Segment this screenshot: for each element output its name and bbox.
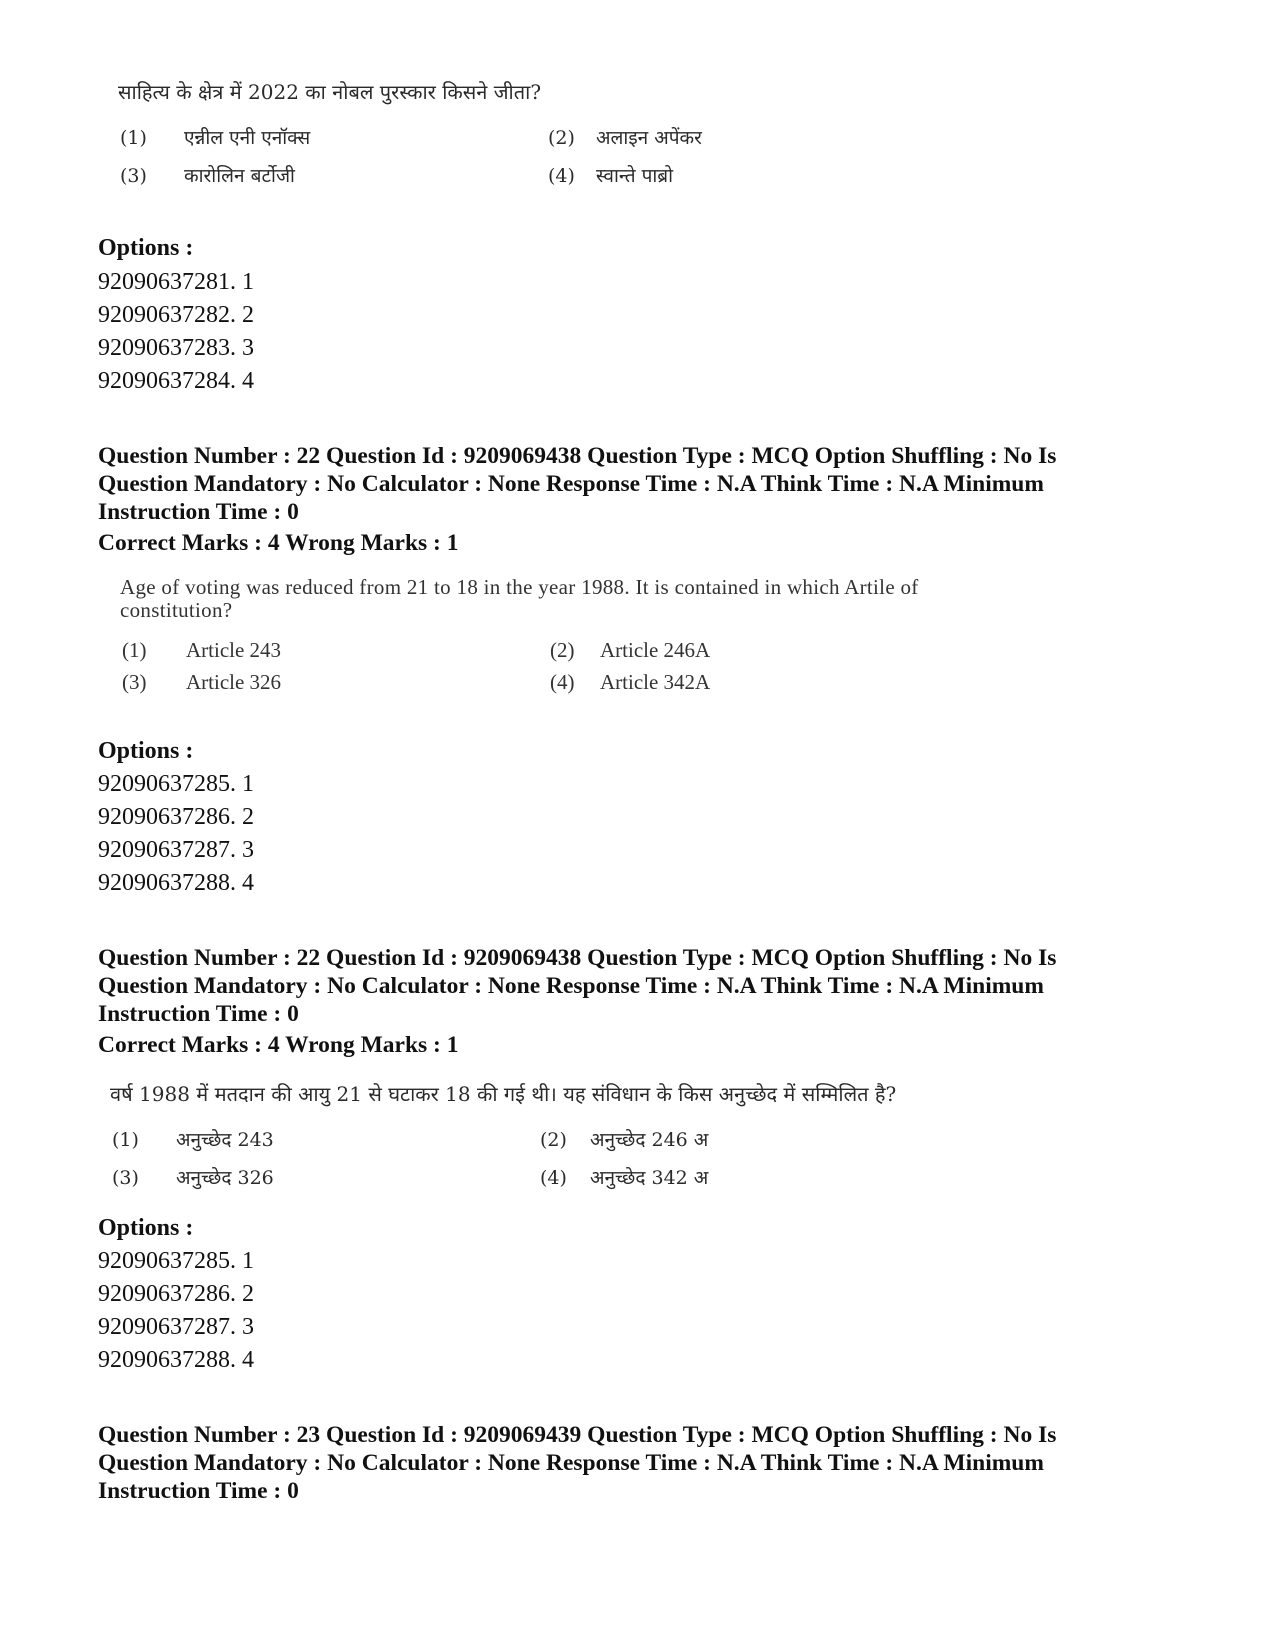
options-title: Options : <box>98 235 194 261</box>
question-text: Age of voting was reduced from 21 to 18 in the year 1988. It is contained in which Artile of <box>120 575 919 599</box>
option-id-line: 92090637283. 3 <box>98 335 254 361</box>
option-id-line: 92090637284. 4 <box>98 368 254 394</box>
option-4: (4) स्वान्ते पाब्रो <box>548 165 674 187</box>
option-id-line: 92090637286. 2 <box>98 1281 254 1307</box>
question-header-line: Question Number : 23 Question Id : 9209069439 Question Type : MCQ Option Shuffling : No Is <box>98 1422 1057 1448</box>
question-header-line: Question Number : 22 Question Id : 9209069438 Question Type : MCQ Option Shuffling : No Is <box>98 945 1057 971</box>
question-text: वर्ष 1988 में मतदान की आयु 21 से घटाकर 18 की गई थी। यह संविधान के किस अनुच्छेद में सम्मिलित है? <box>110 1082 897 1106</box>
option-2: (2) Article 246A <box>550 638 711 662</box>
question-header-line: Instruction Time : 0 <box>98 499 299 525</box>
option-4: (4) अनुच्छेद 342 अ <box>540 1167 709 1189</box>
question-header-line: Question Mandatory : No Calculator : None Response Time : N.A Think Time : N.A Minimum <box>98 1450 1044 1476</box>
question-header-line: Question Mandatory : No Calculator : None Response Time : N.A Think Time : N.A Minimum <box>98 973 1044 999</box>
question-text: constitution? <box>120 598 233 622</box>
question-image-q22-hi <box>110 1080 930 1200</box>
option-2: (2) अनुच्छेद 246 अ <box>540 1129 709 1151</box>
question-header-line: Question Number : 22 Question Id : 9209069438 Question Type : MCQ Option Shuffling : No Is <box>98 443 1057 469</box>
question-image-q21 <box>118 78 758 188</box>
option-id-line: 92090637288. 4 <box>98 870 254 896</box>
option-id-line: 92090637285. 1 <box>98 771 254 797</box>
option-id-line: 92090637286. 2 <box>98 804 254 830</box>
option-1: (1) एन्नील एनी एनॉक्स <box>120 127 311 149</box>
question-header-line: Question Mandatory : No Calculator : None Response Time : N.A Think Time : N.A Minimum <box>98 471 1044 497</box>
option-1: (1) Article 243 <box>122 638 282 662</box>
marks-line: Correct Marks : 4 Wrong Marks : 1 <box>98 1032 459 1058</box>
question-header <box>98 944 1178 1028</box>
option-id-line: 92090637285. 1 <box>98 1248 254 1274</box>
question-image-q22-en <box>120 575 1020 695</box>
options-title: Options : <box>98 1215 194 1241</box>
option-id-line: 92090637281. 1 <box>98 269 254 295</box>
question-header <box>98 1421 1178 1505</box>
question-header-line: Instruction Time : 0 <box>98 1001 299 1027</box>
option-3: (3) Article 326 <box>122 670 282 694</box>
options-title: Options : <box>98 738 194 764</box>
option-id-line: 92090637282. 2 <box>98 302 254 328</box>
option-2: (2) अलाइन अपेंकर <box>548 127 702 149</box>
question-header <box>98 442 1178 526</box>
option-id-line: 92090637288. 4 <box>98 1347 254 1373</box>
question-text: साहित्य के क्षेत्र में 2022 का नोबल पुरस्कार किसने जीता? <box>118 80 542 104</box>
option-3: (3) अनुच्छेद 326 <box>112 1167 274 1189</box>
marks-line: Correct Marks : 4 Wrong Marks : 1 <box>98 530 459 556</box>
option-3: (3) कारोलिन बर्टोजी <box>120 165 295 187</box>
question-header-line: Instruction Time : 0 <box>98 1478 299 1504</box>
option-id-line: 92090637287. 3 <box>98 837 254 863</box>
option-1: (1) अनुच्छेद 243 <box>112 1129 274 1151</box>
option-id-line: 92090637287. 3 <box>98 1314 254 1340</box>
option-4: (4) Article 342A <box>550 670 711 694</box>
